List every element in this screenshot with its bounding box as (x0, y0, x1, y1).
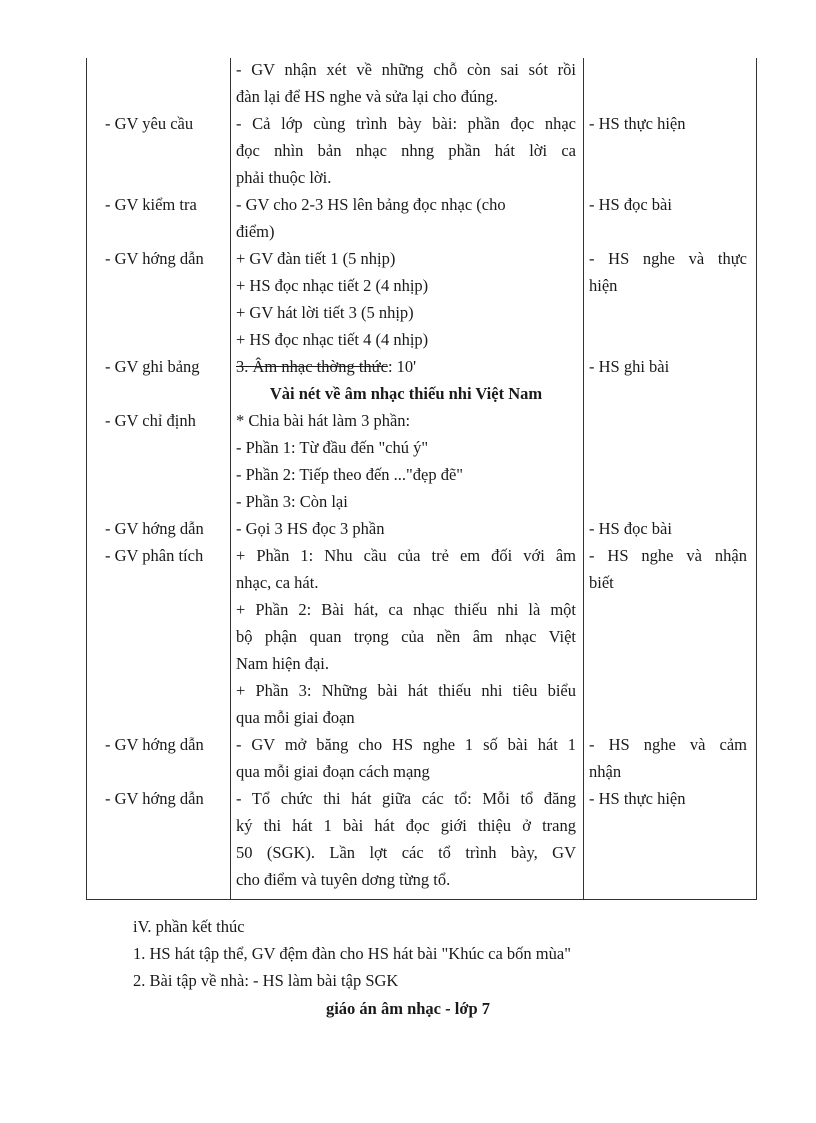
teacher-activity: - GV yêu cầu (105, 114, 194, 133)
content-line: ký thi hát 1 bài hát đọc giới thiệu ở trang (236, 816, 576, 835)
content-line: Nam hiện đại. (236, 654, 330, 673)
content-line: qua mỗi giai đoạn (236, 708, 355, 727)
student-activity: - HS nghe và cảm (589, 735, 747, 754)
teacher-activity: - GV hớng dẫn (105, 735, 204, 754)
teacher-activity: - GV hớng dẫn (105, 249, 204, 268)
content-line: + HS đọc nhạc tiết 2 (4 nhịp) (236, 276, 429, 295)
student-activity: hiện (589, 276, 618, 295)
content-line: bộ phận quan trọng của nền âm nhạc Việt (236, 627, 576, 646)
section-heading (236, 353, 576, 380)
student-activity: nhận (589, 762, 622, 781)
content-line: + HS đọc nhạc tiết 4 (4 nhịp) (236, 330, 429, 349)
student-activity: - HS nghe và thực (589, 249, 747, 268)
content-line: - GV cho 2-3 HS lên bảng đọc nhạc (cho (236, 195, 506, 214)
content-line: phải thuộc lời. (236, 168, 332, 187)
content-line: cho điểm và tuyên dơng từng tổ. (236, 870, 451, 889)
content-line: - Phần 3: Còn lại (236, 492, 348, 511)
content-line: - Phần 2: Tiếp theo đến ..."đẹp đẽ" (236, 465, 464, 484)
content-line: nhạc, ca hát. (236, 573, 319, 592)
content-line: + Phần 3: Những bài hát thiếu nhi tiêu biểu (236, 681, 576, 700)
content-line: qua mỗi giai đoạn cách mạng (236, 762, 430, 781)
content-line: đọc nhìn bản nhạc nhng phần hát lời ca (236, 141, 576, 160)
teacher-activity: - GV ghi bảng (105, 357, 200, 376)
content-line: - GV mở băng cho HS nghe 1 số bài hát 1 (236, 735, 576, 754)
column-divider-1 (230, 58, 231, 899)
content-line: + GV đàn tiết 1 (5 nhịp) (236, 249, 396, 268)
section-heading-duration: : 10' (387, 357, 417, 376)
closing-item-1: 1. HS hát tập thể, GV đệm đàn cho HS hát bài "Khúc ca bốn mùa" (133, 944, 571, 963)
content-line: - GV nhận xét về những chỗ còn sai sót rồi (236, 60, 576, 79)
content-line: - Gọi 3 HS đọc 3 phần (236, 519, 385, 538)
student-activity: biết (589, 573, 614, 592)
teacher-activity: - GV phân tích (105, 546, 204, 565)
student-activity: - HS thực hiện (589, 789, 686, 808)
student-activity: - HS nghe và nhận (589, 546, 747, 565)
content-line: điểm) (236, 222, 275, 241)
section-end-heading: iV. phần kết thúc (133, 917, 245, 936)
column-divider-2 (583, 58, 584, 899)
content-line: 50 (SGK). Lần lợt các tổ trình bày, GV (236, 843, 576, 862)
document-title: giáo án âm nhạc - lớp 7 (325, 999, 491, 1018)
teacher-activity: - GV kiểm tra (105, 195, 197, 214)
student-activity: - HS thực hiện (589, 114, 686, 133)
topic-title: Vài nét về âm nhạc thiếu nhi Việt Nam (269, 384, 543, 403)
content-line: * Chia bài hát làm 3 phần: (236, 411, 411, 430)
content-line: đàn lại để HS nghe và sửa lại cho đúng. (236, 87, 498, 106)
student-activity: - HS đọc bài (589, 195, 672, 214)
closing-item-2: 2. Bài tập về nhà: - HS làm bài tập SGK (133, 971, 399, 990)
content-line: - Phần 1: Từ đầu đến "chú ý" (236, 438, 429, 457)
content-line: - Cả lớp cùng trình bày bài: phần đọc nhạc (236, 114, 576, 133)
teacher-activity: - GV hớng dẫn (105, 789, 204, 808)
content-line: + Phần 2: Bài hát, ca nhạc thiếu nhi là một (236, 600, 576, 619)
student-activity: - HS đọc bài (589, 519, 672, 538)
teacher-activity: - GV chỉ định (105, 411, 196, 430)
content-line: + Phần 1: Nhu cầu của trẻ em đối với âm (236, 546, 576, 565)
content-line: + GV hát lời tiết 3 (5 nhịp) (236, 303, 414, 322)
student-activity: - HS ghi bài (589, 357, 670, 376)
content-line: - Tổ chức thi hát giữa các tổ: Mỗi tổ đăng (236, 789, 576, 808)
teacher-activity: - GV hớng dẫn (105, 519, 204, 538)
section-heading-title: 3. Âm nhạc thờng thức (236, 357, 388, 376)
